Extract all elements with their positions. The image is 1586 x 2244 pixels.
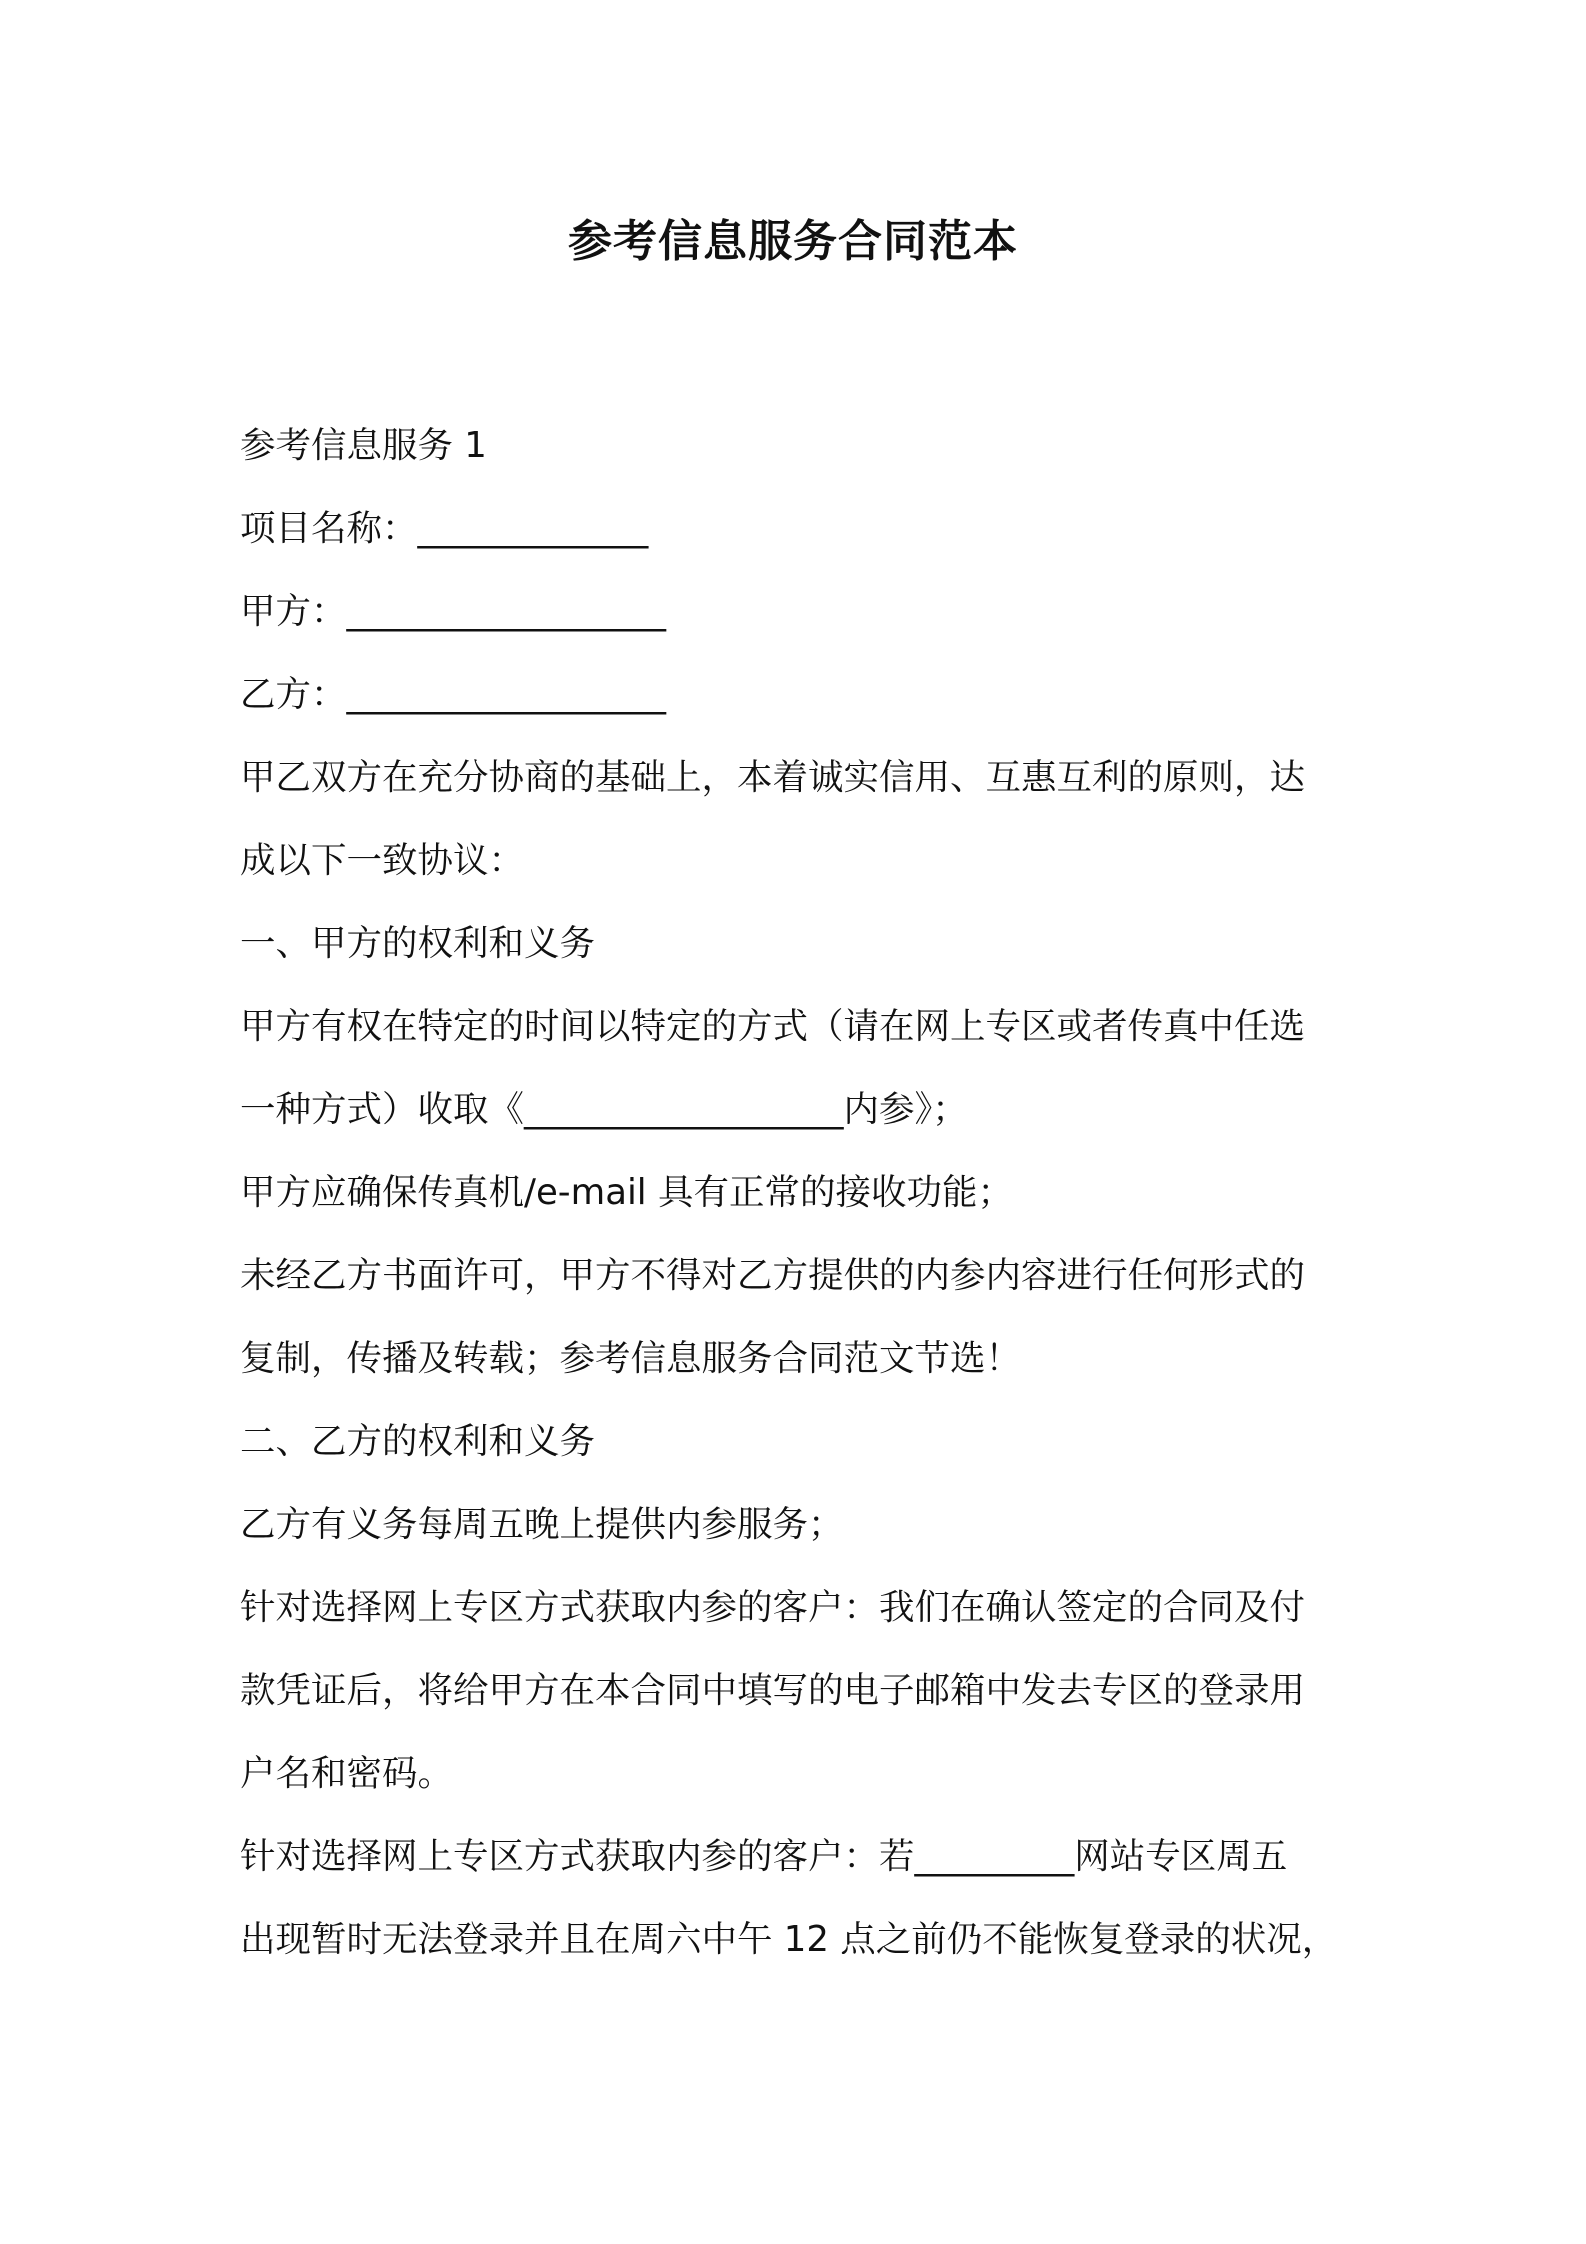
body-line-party-a: 甲方：__________________ (240, 591, 667, 632)
body-line-party-a-restriction-1: 未经乙方书面许可，甲方不得对乙方提供的内参内容进行任何形式的 (240, 1255, 1306, 1296)
section-heading-party-b: 二、乙方的权利和义务 (240, 1421, 596, 1462)
body-line-login-failure-2: 出现暂时无法登录并且在周六中午 12 点之前仍不能恢复登录的状况， (240, 1919, 1338, 1960)
section-heading-party-a: 一、甲方的权利和义务 (240, 923, 596, 964)
body-line-login-failure-1: 针对选择网上专区方式获取内参的客户：若_________网站专区周五 (240, 1836, 1288, 1877)
body-line-party-b: 乙方：__________________ (240, 674, 667, 715)
body-line-party-a-fax-email: 甲方应确保传真机/e-mail 具有正常的接收功能； (240, 1172, 1013, 1213)
body-line-agreement-intro-2: 成以下一致协议： (240, 840, 525, 881)
body-line-party-a-right-2: 一种方式）收取《__________________内参》； (240, 1089, 968, 1130)
body-line-agreement-intro-1: 甲乙双方在充分协商的基础上，本着诚实信用、互惠互利的原则，达 (240, 757, 1306, 798)
body-line-party-a-restriction-2: 复制，传播及转载；参考信息服务合同范文节选！ (240, 1338, 1022, 1379)
body-line-online-clients-2: 款凭证后，将给甲方在本合同中填写的电子邮箱中发去专区的登录用 (240, 1670, 1306, 1711)
body-line-project-name: 项目名称：_____________ (240, 508, 649, 549)
body-line-online-clients-3: 户名和密码。 (240, 1753, 454, 1794)
body-line-party-a-right-1: 甲方有权在特定的时间以特定的方式（请在网上专区或者传真中任选 (240, 1006, 1306, 1047)
document-body (240, 404, 1370, 1981)
body-line-service-heading: 参考信息服务 1 (240, 425, 487, 466)
document-title: 参考信息服务合同范本 (568, 216, 1018, 267)
body-line-online-clients-1: 针对选择网上专区方式获取内参的客户：我们在确认签定的合同及付 (240, 1587, 1306, 1628)
body-line-party-b-obligation: 乙方有义务每周五晚上提供内参服务； (240, 1504, 844, 1545)
